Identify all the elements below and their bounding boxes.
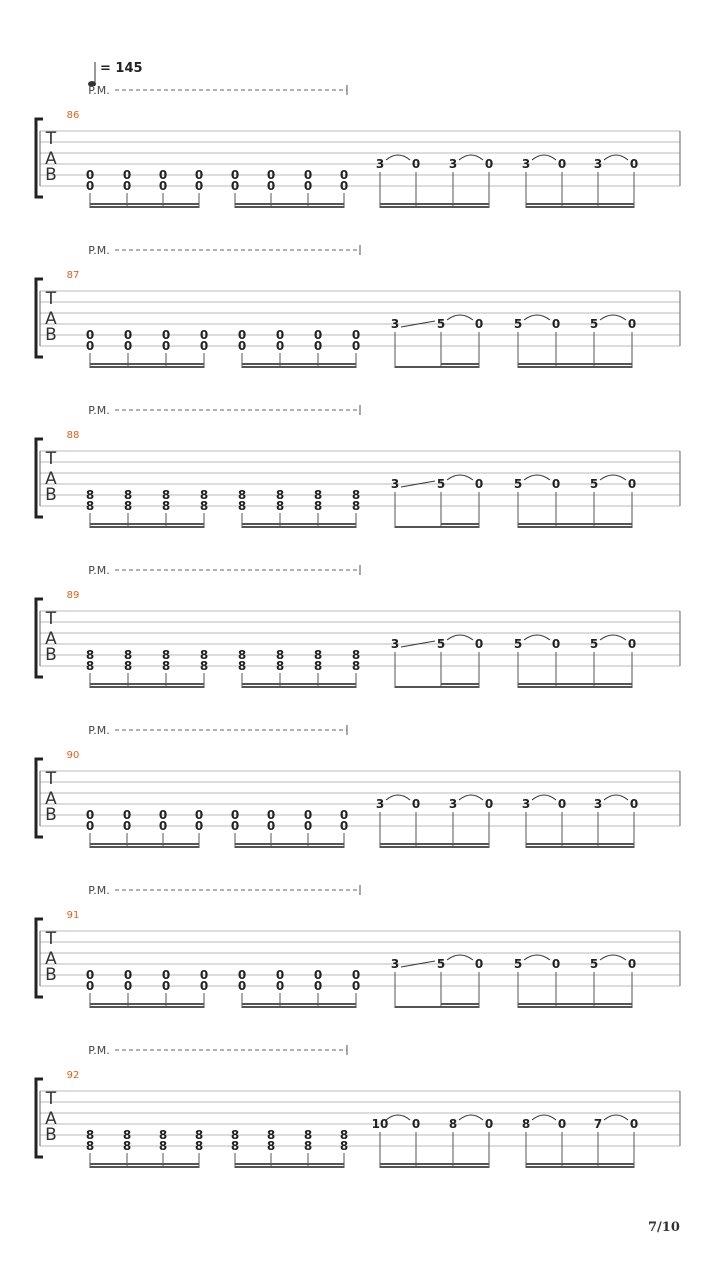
fret-number: 0 [411, 797, 421, 811]
fret-number: 0 [194, 819, 204, 833]
fret-number: 8 [85, 1139, 95, 1153]
tab-clef-letter: B [45, 645, 57, 665]
tab-clef-letter: T [45, 449, 57, 469]
hammer-on-arc [604, 1115, 628, 1120]
fret-number: 8 [313, 659, 323, 673]
fret-number: 8 [199, 648, 209, 662]
tab-clef-letter: B [45, 1125, 57, 1145]
fret-number: 8 [521, 1117, 531, 1131]
fret-number: 8 [303, 1139, 313, 1153]
hammer-on-arc [459, 795, 483, 800]
fret-number: 0 [351, 328, 361, 342]
hammer-on-arc [447, 475, 473, 480]
tab-clef-letter: A [45, 949, 57, 969]
fret-number: 5 [589, 477, 599, 491]
fret-number: 0 [551, 957, 561, 971]
fret-number: 8 [194, 1128, 204, 1142]
measure-number: 92 [66, 1070, 80, 1081]
fret-number: 0 [551, 317, 561, 331]
fret-number: 0 [275, 979, 285, 993]
palm-mute-label: P.M. [88, 724, 110, 737]
fret-number: 0 [313, 328, 323, 342]
fret-number: 8 [351, 488, 361, 502]
fret-number: 3 [375, 157, 385, 171]
fret-number: 0 [230, 819, 240, 833]
fret-number: 0 [85, 168, 95, 182]
fret-number: 5 [513, 317, 523, 331]
fret-number: 8 [122, 1128, 132, 1142]
fret-number: 0 [85, 328, 95, 342]
fret-number: 8 [275, 648, 285, 662]
fret-number: 8 [85, 1128, 95, 1142]
fret-number: 3 [390, 957, 400, 971]
tab-system [36, 1044, 680, 1168]
fret-number: 0 [266, 808, 276, 822]
fret-number: 8 [158, 1128, 168, 1142]
palm-mute-label: P.M. [88, 404, 110, 417]
hammer-on-arc [600, 955, 626, 960]
tab-clef-letter: A [45, 309, 57, 329]
hammer-on-arc [600, 315, 626, 320]
fret-number: 0 [629, 797, 639, 811]
fret-number: 0 [275, 968, 285, 982]
hammer-on-arc [600, 475, 626, 480]
fret-number: 8 [85, 659, 95, 673]
fret-number: 0 [123, 328, 133, 342]
fret-number: 0 [629, 1117, 639, 1131]
fret-number: 5 [513, 477, 523, 491]
fret-number: 8 [339, 1139, 349, 1153]
fret-number: 0 [123, 339, 133, 353]
fret-number: 0 [237, 339, 247, 353]
fret-number: 8 [237, 488, 247, 502]
fret-number: 0 [161, 979, 171, 993]
fret-number: 8 [237, 648, 247, 662]
fret-number: 0 [339, 168, 349, 182]
hammer-on-arc [604, 155, 628, 160]
fret-number: 3 [593, 157, 603, 171]
measure-number: 89 [66, 590, 80, 601]
fret-number: 0 [484, 1117, 494, 1131]
fret-number: 0 [275, 339, 285, 353]
fret-number: 0 [303, 819, 313, 833]
fret-number: 0 [474, 317, 484, 331]
fret-number: 8 [275, 499, 285, 513]
fret-number: 0 [199, 968, 209, 982]
fret-number: 0 [85, 179, 95, 193]
fret-number: 3 [448, 797, 458, 811]
fret-number: 0 [230, 168, 240, 182]
tab-clef-letter: T [45, 769, 57, 789]
hammer-on-arc [447, 955, 473, 960]
fret-number: 8 [351, 659, 361, 673]
fret-number: 0 [122, 819, 132, 833]
fret-number: 0 [275, 328, 285, 342]
tab-clef-letter: B [45, 485, 57, 505]
fret-number: 0 [303, 168, 313, 182]
fret-number: 0 [199, 339, 209, 353]
fret-number: 0 [627, 477, 637, 491]
fret-number: 0 [313, 979, 323, 993]
fret-number: 0 [158, 819, 168, 833]
tab-system [36, 84, 680, 208]
tab-clef-letter: A [45, 469, 57, 489]
palm-mute-label: P.M. [88, 1044, 110, 1057]
fret-number: 0 [199, 328, 209, 342]
fret-number: 0 [266, 819, 276, 833]
hammer-on-arc [600, 635, 626, 640]
measure-number: 86 [66, 110, 80, 121]
tab-clef-letter: B [45, 965, 57, 985]
fret-number: 8 [275, 659, 285, 673]
fret-number: 0 [237, 968, 247, 982]
fret-number: 8 [313, 499, 323, 513]
fret-number: 0 [158, 808, 168, 822]
tab-clef-letter: T [45, 609, 57, 629]
fret-number: 0 [237, 979, 247, 993]
hammer-on-arc [524, 475, 550, 480]
tab-system [36, 724, 680, 848]
fret-number: 8 [266, 1139, 276, 1153]
hammer-on-arc [459, 155, 483, 160]
fret-number: 5 [589, 317, 599, 331]
measure-number: 90 [66, 750, 80, 761]
hammer-on-arc [447, 635, 473, 640]
fret-number: 0 [474, 637, 484, 651]
fret-number: 5 [589, 957, 599, 971]
fret-number: 0 [351, 979, 361, 993]
fret-number: 8 [199, 488, 209, 502]
fret-number: 3 [521, 797, 531, 811]
fret-number: 0 [122, 808, 132, 822]
fret-number: 10 [371, 1117, 389, 1131]
fret-number: 0 [230, 179, 240, 193]
fret-number: 0 [199, 979, 209, 993]
palm-mute-label: P.M. [88, 564, 110, 577]
fret-number: 5 [589, 637, 599, 651]
fret-number: 8 [199, 659, 209, 673]
hammer-on-arc [447, 315, 473, 320]
fret-number: 8 [85, 648, 95, 662]
fret-number: 0 [627, 637, 637, 651]
fret-number: 8 [123, 499, 133, 513]
fret-number: 8 [313, 488, 323, 502]
fret-number: 5 [436, 317, 446, 331]
fret-number: 0 [627, 317, 637, 331]
fret-number: 0 [161, 328, 171, 342]
fret-number: 0 [85, 968, 95, 982]
tab-clef-letter: A [45, 149, 57, 169]
fret-number: 0 [627, 957, 637, 971]
fret-number: 0 [351, 968, 361, 982]
fret-number: 8 [123, 659, 133, 673]
fret-number: 0 [158, 168, 168, 182]
fret-number: 0 [351, 339, 361, 353]
hammer-on-arc [524, 955, 550, 960]
fret-number: 8 [85, 499, 95, 513]
fret-number: 0 [411, 1117, 421, 1131]
page-number: 7/10 [648, 1220, 680, 1235]
tab-clef-letter: B [45, 805, 57, 825]
fret-number: 8 [230, 1139, 240, 1153]
palm-mute-label: P.M. [88, 884, 110, 897]
hammer-on-arc [459, 1115, 483, 1120]
fret-number: 0 [557, 797, 567, 811]
fret-number: 8 [161, 648, 171, 662]
fret-number: 3 [448, 157, 458, 171]
fret-number: 0 [551, 477, 561, 491]
fret-number: 0 [85, 819, 95, 833]
fret-number: 0 [313, 968, 323, 982]
tab-clef-letter: A [45, 1109, 57, 1129]
hammer-on-arc [604, 795, 628, 800]
fret-number: 8 [158, 1139, 168, 1153]
hammer-on-arc [532, 795, 556, 800]
fret-number: 8 [266, 1128, 276, 1142]
fret-number: 0 [230, 808, 240, 822]
fret-number: 0 [303, 179, 313, 193]
fret-number: 0 [339, 819, 349, 833]
fret-number: 8 [230, 1128, 240, 1142]
tab-clef-letter: T [45, 129, 57, 149]
hammer-on-arc [386, 1115, 410, 1120]
tab-clef-letter: T [45, 1089, 57, 1109]
tab-clef-letter: B [45, 165, 57, 185]
fret-number: 0 [161, 968, 171, 982]
tab-clef-letter: T [45, 929, 57, 949]
measure-number: 91 [66, 910, 80, 921]
fret-number: 0 [557, 1117, 567, 1131]
fret-number: 5 [436, 637, 446, 651]
fret-number: 0 [474, 957, 484, 971]
fret-number: 8 [237, 499, 247, 513]
tab-clef-letter: B [45, 325, 57, 345]
fret-number: 8 [161, 488, 171, 502]
fret-number: 8 [85, 488, 95, 502]
fret-number: 0 [629, 157, 639, 171]
fret-number: 0 [339, 179, 349, 193]
fret-number: 0 [194, 808, 204, 822]
fret-number: 0 [158, 179, 168, 193]
fret-number: 0 [122, 179, 132, 193]
fret-number: 0 [194, 168, 204, 182]
fret-number: 0 [85, 808, 95, 822]
fret-number: 8 [313, 648, 323, 662]
measure-number: 87 [66, 270, 80, 281]
fret-number: 5 [436, 957, 446, 971]
palm-mute-label: P.M. [88, 84, 110, 97]
fret-number: 8 [275, 488, 285, 502]
tab-clef-letter: T [45, 289, 57, 309]
fret-number: 0 [161, 339, 171, 353]
fret-number: 0 [266, 168, 276, 182]
fret-number: 3 [375, 797, 385, 811]
fret-number: 0 [85, 979, 95, 993]
fret-number: 0 [303, 808, 313, 822]
tab-system [36, 244, 680, 368]
fret-number: 0 [85, 339, 95, 353]
fret-number: 8 [448, 1117, 458, 1131]
fret-number: 0 [411, 157, 421, 171]
fret-number: 8 [123, 648, 133, 662]
tab-clef-letter: A [45, 629, 57, 649]
fret-number: 0 [194, 179, 204, 193]
fret-number: 8 [161, 659, 171, 673]
fret-number: 5 [513, 637, 523, 651]
fret-number: 0 [557, 157, 567, 171]
fret-number: 0 [123, 968, 133, 982]
fret-number: 0 [266, 179, 276, 193]
fret-number: 8 [351, 499, 361, 513]
fret-number: 3 [390, 477, 400, 491]
palm-mute-label: P.M. [88, 244, 110, 257]
hammer-on-arc [386, 795, 410, 800]
measure-number: 88 [66, 430, 80, 441]
tab-system [36, 884, 680, 1008]
fret-number: 0 [484, 797, 494, 811]
fret-number: 8 [122, 1139, 132, 1153]
fret-number: 3 [390, 317, 400, 331]
fret-number: 0 [313, 339, 323, 353]
fret-number: 8 [194, 1139, 204, 1153]
fret-number: 0 [484, 157, 494, 171]
fret-number: 8 [339, 1128, 349, 1142]
fret-number: 0 [474, 477, 484, 491]
hammer-on-arc [524, 635, 550, 640]
fret-number: 0 [122, 168, 132, 182]
fret-number: 0 [339, 808, 349, 822]
tab-system [36, 404, 680, 528]
hammer-on-arc [532, 155, 556, 160]
fret-number: 8 [303, 1128, 313, 1142]
fret-number: 3 [390, 637, 400, 651]
tab-clef-letter: A [45, 789, 57, 809]
fret-number: 5 [513, 957, 523, 971]
fret-number: 5 [436, 477, 446, 491]
fret-number: 0 [123, 979, 133, 993]
fret-number: 0 [237, 328, 247, 342]
hammer-on-arc [532, 1115, 556, 1120]
fret-number: 0 [551, 637, 561, 651]
fret-number: 8 [351, 648, 361, 662]
fret-number: 3 [593, 797, 603, 811]
fret-number: 8 [237, 659, 247, 673]
fret-number: 8 [199, 499, 209, 513]
fret-number: 3 [521, 157, 531, 171]
fret-number: 8 [161, 499, 171, 513]
hammer-on-arc [386, 155, 410, 160]
fret-number: 7 [593, 1117, 603, 1131]
tab-system [36, 564, 680, 688]
hammer-on-arc [524, 315, 550, 320]
fret-number: 8 [123, 488, 133, 502]
tempo-marking: = 145 [100, 61, 143, 76]
